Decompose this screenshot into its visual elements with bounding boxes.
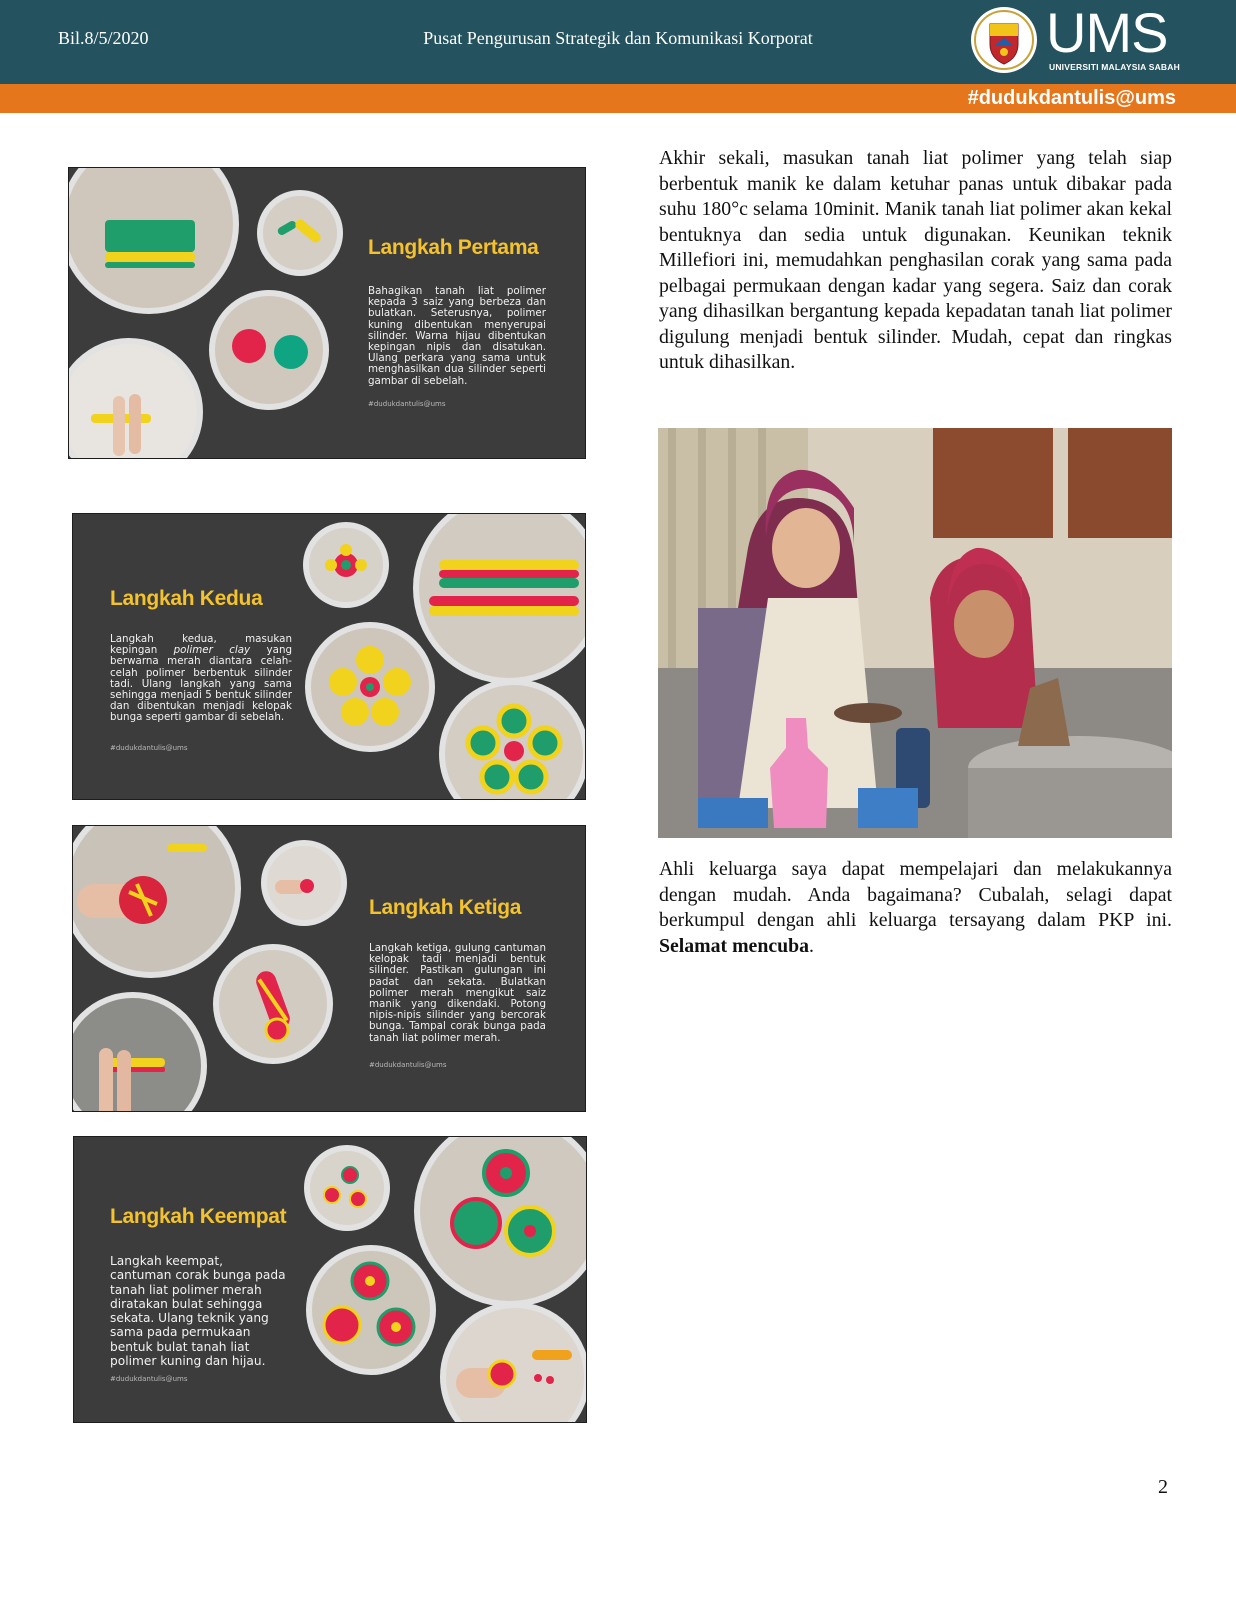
photo-circle-rolls: [257, 190, 343, 276]
photo-circle-balls: [209, 290, 329, 410]
slide-step-2: [72, 513, 586, 800]
slide-step-1: [68, 167, 586, 459]
article-paragraph-2-text: Ahli keluarga saya dapat mempelajari dan melakukannya dengan mudah. Anda bagaimana? Cubalah, selagi dapat berkumpul dengan ahli keluarga tersayang dalam PKP ini.: [659, 858, 1172, 931]
slide-1-title: Langkah Pertama: [368, 236, 539, 259]
photo-circle-flower-assembled: [439, 679, 586, 800]
slide-2-text-part2: yang berwarna merah diantara celah-celah polimer berbentuk silinder tadi. Ulang langkah yang sama sehingga menjadi 5 bentuk silinder dan dibentukan menjadi kelopak bunga seperti gambar di sebelah.: [110, 644, 293, 724]
hashtag-banner-text: #dudukdantulis@ums: [967, 87, 1176, 109]
photo-circle-hand-roll: [68, 338, 203, 459]
closing-period: .: [809, 934, 814, 957]
page-number: 2: [1158, 1476, 1168, 1498]
slide-2-text: [110, 634, 292, 724]
university-crest-icon: [970, 6, 1038, 74]
photo-circle-hand-bead: [72, 825, 241, 978]
photo-circle-small-bead: [261, 840, 347, 926]
photo-circle-hand-cane: [72, 992, 207, 1112]
slide-2-hashtag: #dudukdantulis@ums: [110, 744, 188, 752]
photo-circle-flower-slice: [303, 522, 389, 608]
slide-3-title: Langkah Ketiga: [369, 896, 522, 919]
photo-circle-flower-cane: [305, 622, 435, 752]
page-header: [0, 0, 1236, 84]
department-name: Pusat Pengurusan Strategik dan Komunikasi Korporat: [423, 28, 813, 48]
brand-logo-subtext: UNIVERSITI MALAYSIA SABAH: [1049, 62, 1180, 72]
photo-circle-three-beads-small: [304, 1145, 390, 1231]
article-paragraph-1: Akhir sekali, masukan tanah liat polimer yang telah siap berbentuk manik ke dalam ketuhar panas untuk dibakar pada suhu 180°c selama 10minit. Manik tanah liat polimer akan kekal bentuknya dan sedia untuk digunakan. Keunikan teknik Millefiori ini, memudahkan penghasilan corak yang sama pada pelbagai permukaan dengan kadar yang segera. Saiz dan corak yang dihasilkan bergantung kepada kepadatan tanah liat polimer digulung menjadi bentuk silinder. Mudah, cepat dan ringkas untuk dihasilkan.: [659, 147, 1172, 373]
slide-1-hashtag: #dudukdantulis@ums: [368, 400, 446, 408]
slide-3-hashtag: #dudukdantulis@ums: [369, 1061, 447, 1069]
photo-circle-slabs: [68, 167, 239, 314]
family-photo: [658, 428, 1172, 838]
slide-4-hashtag: #dudukdantulis@ums: [110, 1375, 188, 1383]
issue-number: Bil.8/5/2020: [58, 28, 149, 48]
photo-circle-red-beads: [306, 1245, 436, 1375]
photo-circle-colored-beads: [414, 1136, 587, 1307]
photo-circle-striped-rolls: [413, 513, 586, 684]
slide-1-text: Bahagikan tanah liat polimer kepada 3 saiz yang berbeza dan bulatkan. Seterusnya, polimer kuning dibentukan menyerupai silinder. Warna hijau dibentukan kepingan nipis dan disatukan. Ulang perkara yang sama untuk menghasilkan dua silinder seperti gambar di sebelah.: [368, 285, 546, 387]
photo-circle-hand-bead-final: [440, 1302, 587, 1423]
photo-circle-cut-cane: [213, 944, 333, 1064]
slide-step-3: [72, 825, 586, 1112]
article-paragraph-2: [659, 857, 1172, 959]
slide-4-title: Langkah Keempat: [110, 1205, 287, 1228]
closing-bold-text: Selamat mencuba: [659, 934, 810, 957]
slide-2-text-italic: polimer clay: [173, 644, 251, 657]
slide-step-4: [73, 1136, 587, 1423]
brand-logo-text: UMS: [1046, 1, 1168, 64]
slide-3-text: Langkah ketiga, gulung cantuman kelopak tadi menjadi bentuk silinder. Pastikan gulungan ini padat dan sekata. Bulatkan polimer merah mengikut saiz manik yang dikendaki. Potong nipis-nipis silinder yang bercorak bunga. Tampal corak bunga pada tanah liat polimer merah.: [369, 942, 546, 1044]
slide-4-text: Langkah keempat, cantuman corak bunga pada tanah liat polimer merah diratakan bulat sehingga sekata. Ulang teknik yang sama pada permukaan bentuk bulat tanah liat polimer kuning dan hijau.: [110, 1254, 286, 1369]
slide-2-text-part1: Langkah kedua, masukan kepingan: [110, 633, 292, 657]
slide-2-title: Langkah Kedua: [110, 587, 263, 610]
